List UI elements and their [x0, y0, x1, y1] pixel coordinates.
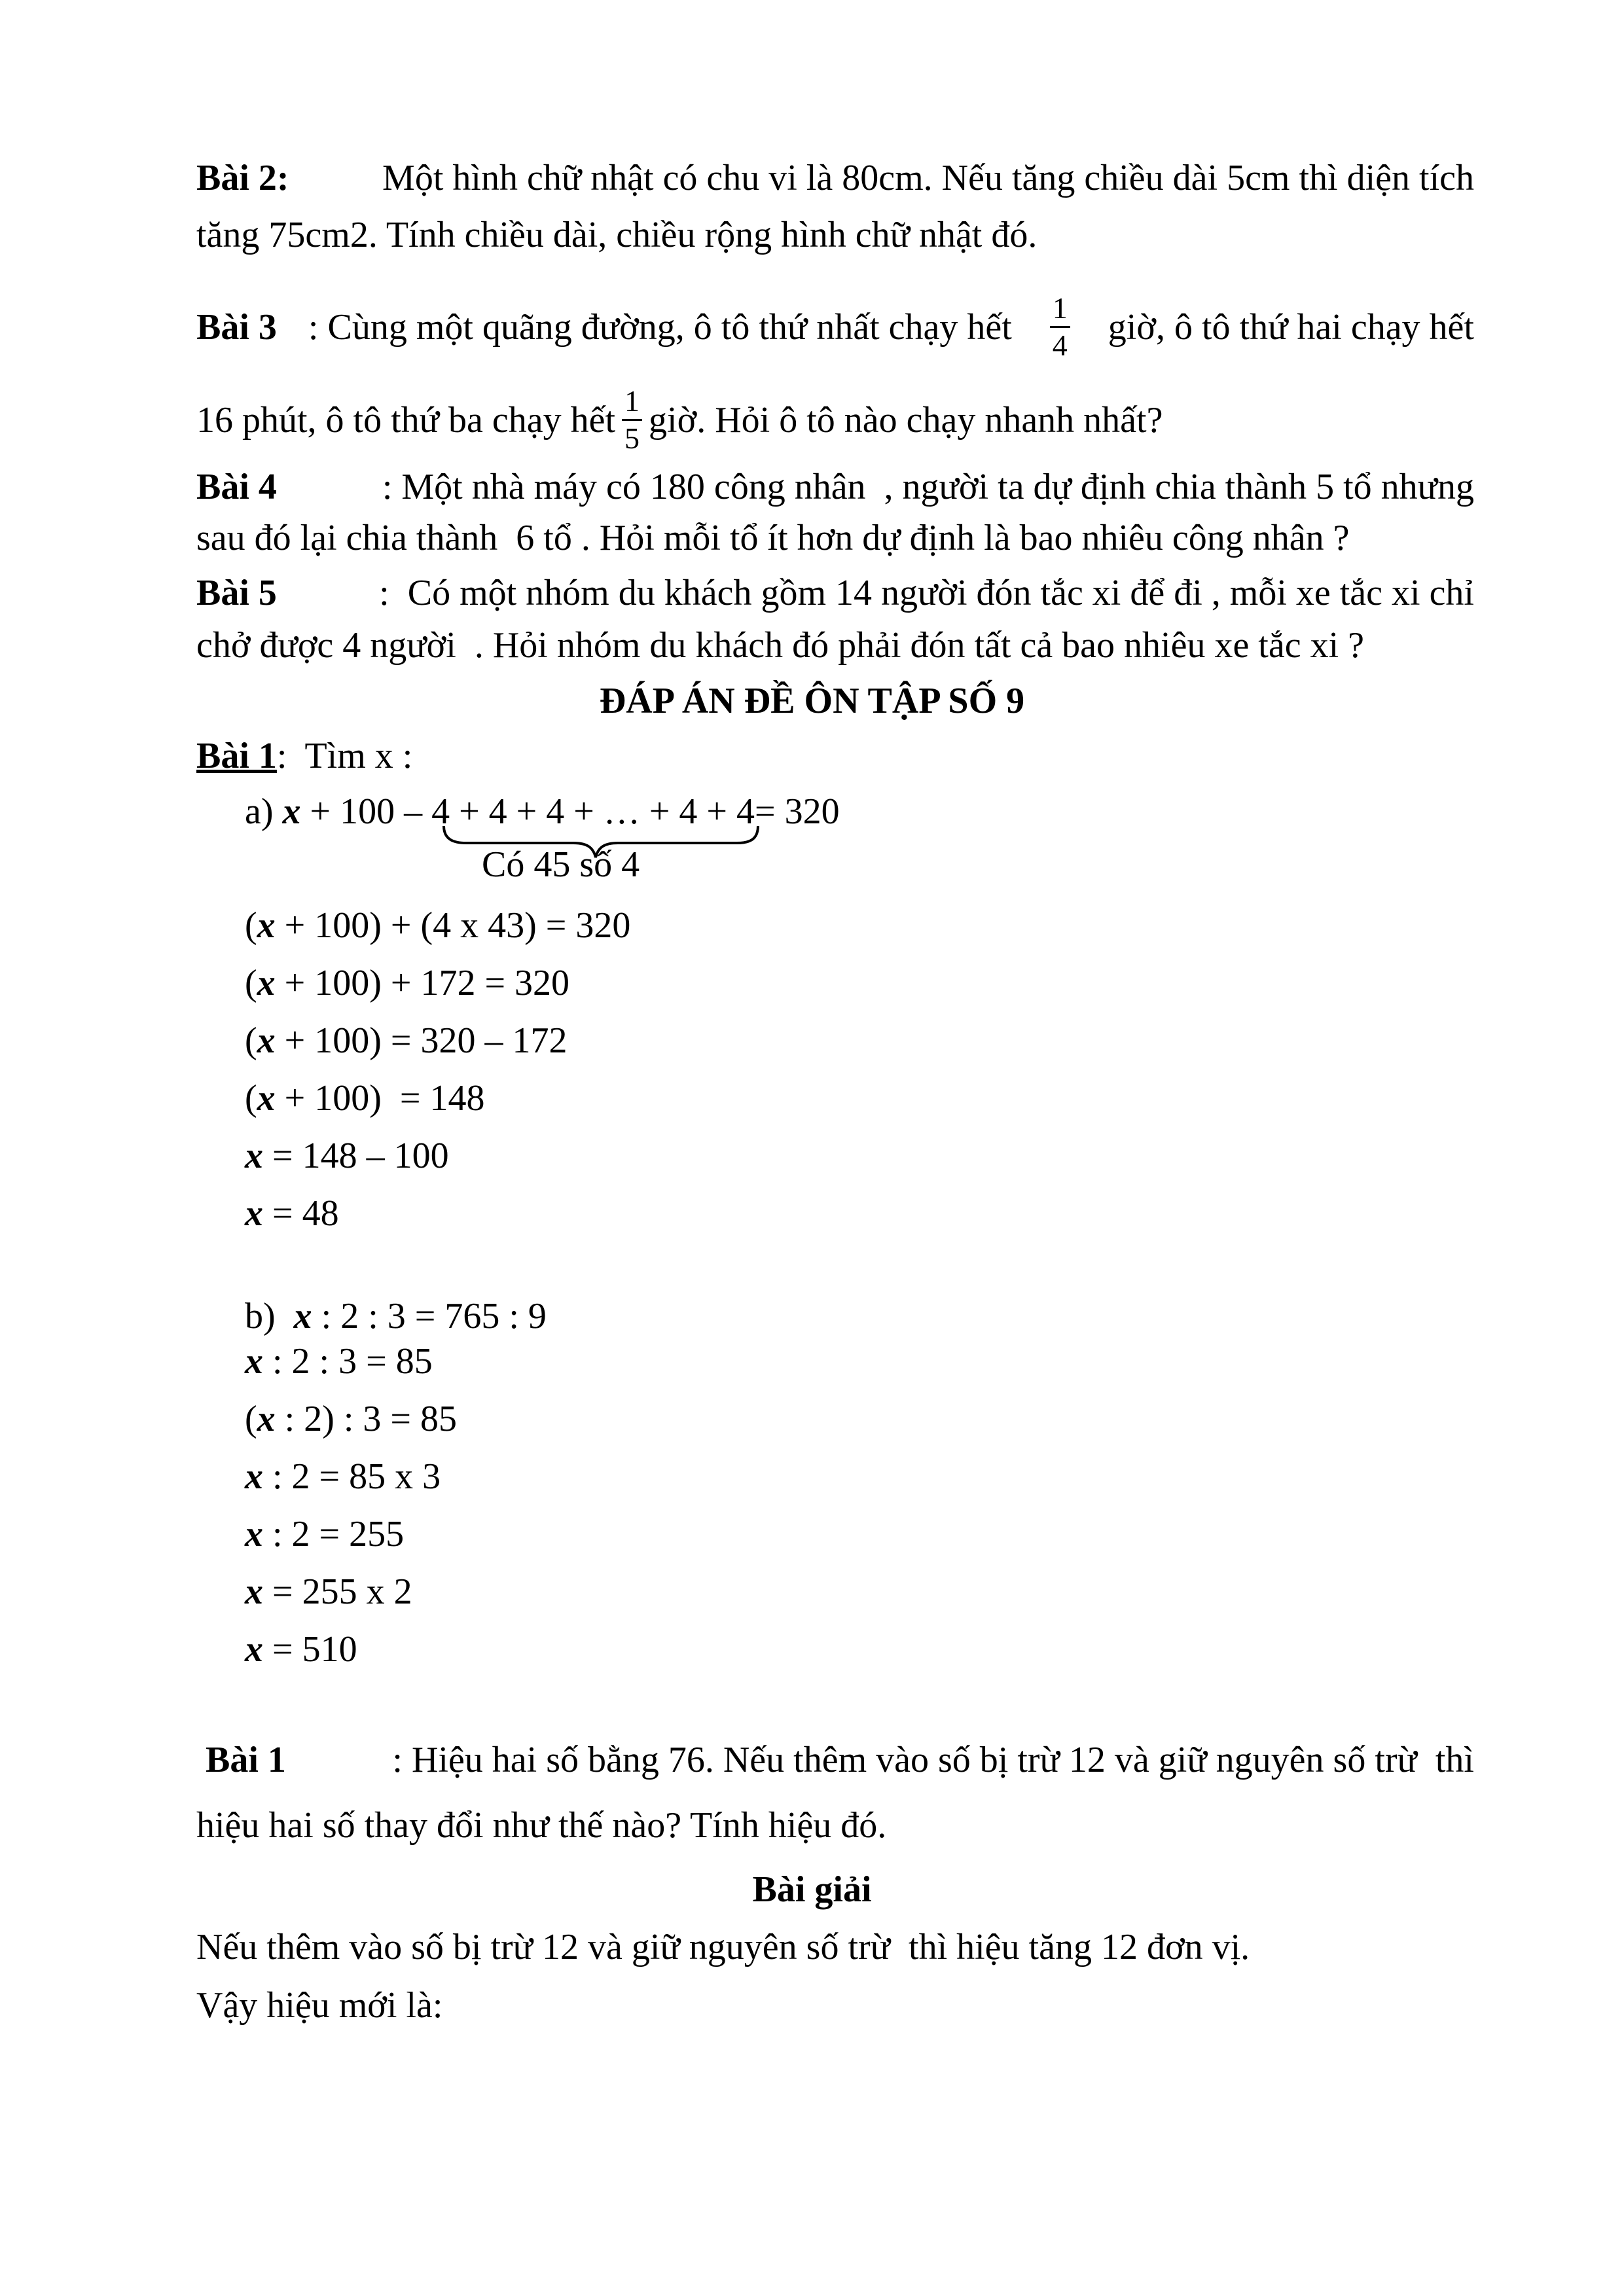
- step-prefix: (: [245, 905, 257, 946]
- step-expr: = 148 – 100: [263, 1136, 449, 1176]
- var-x: x: [245, 1514, 263, 1554]
- bai2-text-1: Một hình chữ nhật có chu vi là 80cm. Nếu tăng chiều dài 5cm thì diện tích: [382, 158, 1474, 198]
- step-expr: + 100) + (4 x 43) = 320: [275, 905, 631, 946]
- step-expr: = 510: [263, 1629, 357, 1670]
- equation-step: [245, 907, 630, 944]
- step-prefix: (: [245, 1399, 257, 1439]
- bai3-text-2b: giờ. Hỏi ô tô nào chạy nhanh nhất?: [649, 399, 1163, 440]
- solution-line2: Vậy hiệu mới là:: [196, 1985, 443, 2026]
- brace-label: Có 45 số 4: [482, 844, 640, 885]
- part-a-expr: + 100 – 4 + 4 + 4 + … + 4 + 4= 320: [300, 791, 840, 832]
- bai4-text-1: : Một nhà máy có 180 công nhân , người ta dự định chia thành 5 tổ nhưng: [372, 467, 1474, 507]
- fraction-denominator: 4: [1052, 329, 1068, 362]
- var-x: x: [245, 1136, 263, 1176]
- var-x: x: [245, 1341, 263, 1382]
- part-b-equation: [245, 1298, 547, 1335]
- fraction-numerator: 1: [622, 386, 642, 421]
- var-x: x: [257, 1078, 276, 1119]
- bai2-line2: tăng 75cm2. Tính chiều dài, chiều rộng hình chữ nhật đó.: [196, 215, 1038, 255]
- step-expr: = 255 x 2: [263, 1571, 412, 1612]
- equation-step: [245, 1343, 433, 1380]
- equation-step: [245, 1195, 339, 1232]
- step-expr: : 2 : 3 = 85: [263, 1341, 433, 1382]
- step-prefix: (: [245, 1020, 257, 1061]
- bai1-second-label: Bài 1: [206, 1740, 286, 1780]
- fraction-numerator: 1: [1050, 293, 1070, 328]
- part-a-prefix: a): [245, 791, 283, 832]
- bai2-label: Bài 2:: [196, 158, 289, 198]
- equation-step: [245, 1080, 484, 1117]
- bai5-label: Bài 5: [196, 573, 277, 613]
- part-b-prefix: b): [245, 1296, 294, 1336]
- equation-step: [245, 1458, 441, 1495]
- var-x: x: [245, 1629, 263, 1670]
- equation-step: [245, 965, 569, 1001]
- step-expr: : 2) : 3 = 85: [275, 1399, 458, 1439]
- bai3-text-1b: giờ, ô tô thứ hai chạy hết: [1108, 306, 1474, 348]
- equation-step: [245, 1022, 567, 1059]
- step-expr: : 2 = 85 x 3: [263, 1456, 441, 1497]
- step-prefix: (: [245, 1078, 257, 1119]
- bai3-text-2a: 16 phút, ô tô thứ ba chạy hết: [196, 399, 616, 440]
- equation-step: [245, 1573, 412, 1610]
- equation-step: [245, 1138, 449, 1174]
- part-b-expr: : 2 : 3 = 765 : 9: [312, 1296, 547, 1336]
- bai4-line2: sau đó lại chia thành 6 tổ . Hỏi mỗi tổ ít hơn dự định là bao nhiêu công nhân ?: [196, 518, 1350, 558]
- var-x: x: [282, 791, 301, 832]
- var-x: x: [245, 1456, 263, 1497]
- var-x: x: [257, 1020, 276, 1061]
- equation-step: [245, 1631, 357, 1668]
- bai3-label: Bài 3: [196, 306, 277, 348]
- step-expr: + 100) + 172 = 320: [275, 963, 570, 1003]
- bai1-second-text-1: : Hiệu hai số bằng 76. Nếu thêm vào số bị trừ 12 và giữ nguyên số trừ thì: [392, 1740, 1474, 1780]
- step-prefix: (: [245, 963, 257, 1003]
- solution-title: Bài giải: [752, 1869, 872, 1910]
- answer-title: ĐÁP ÁN ĐỀ ÔN TẬP SỐ 9: [599, 681, 1025, 721]
- var-x: x: [245, 1571, 263, 1612]
- var-x: x: [293, 1296, 312, 1336]
- equation-step: [245, 1401, 457, 1437]
- answer1-label: Bài 1: [196, 736, 277, 776]
- bai5-text-1: : Có một nhóm du khách gồm 14 người đón tắc xi để đi , mỗi xe tắc xi chỉ: [361, 573, 1474, 613]
- step-expr: + 100) = 148: [275, 1078, 485, 1119]
- var-x: x: [257, 1399, 276, 1439]
- answer1-label-suffix: : Tìm x :: [276, 736, 413, 776]
- solution-line1: Nếu thêm vào số bị trừ 12 và giữ nguyên số trừ thì hiệu tăng 12 đơn vị.: [196, 1927, 1250, 1967]
- bai1-second-line1: [206, 1742, 1474, 1778]
- fraction-denominator: 5: [624, 422, 640, 455]
- bai3-text-1a: : Cùng một quãng đường, ô tô thứ nhất chạy hết: [308, 306, 1012, 348]
- step-expr: + 100) = 320 – 172: [275, 1020, 568, 1061]
- bai5-line2: chở được 4 người . Hỏi nhóm du khách đó phải đón tất cả bao nhiêu xe tắc xi ?: [196, 625, 1364, 666]
- var-x: x: [257, 963, 276, 1003]
- equation-step: [245, 1516, 404, 1552]
- var-x: x: [257, 905, 276, 946]
- bai1-second-line2: hiệu hai số thay đổi như thế nào? Tính hiệu đó.: [196, 1805, 887, 1846]
- step-expr: = 48: [263, 1193, 339, 1234]
- bai4-label: Bài 4: [196, 467, 277, 507]
- step-expr: : 2 = 255: [263, 1514, 405, 1554]
- var-x: x: [245, 1193, 263, 1234]
